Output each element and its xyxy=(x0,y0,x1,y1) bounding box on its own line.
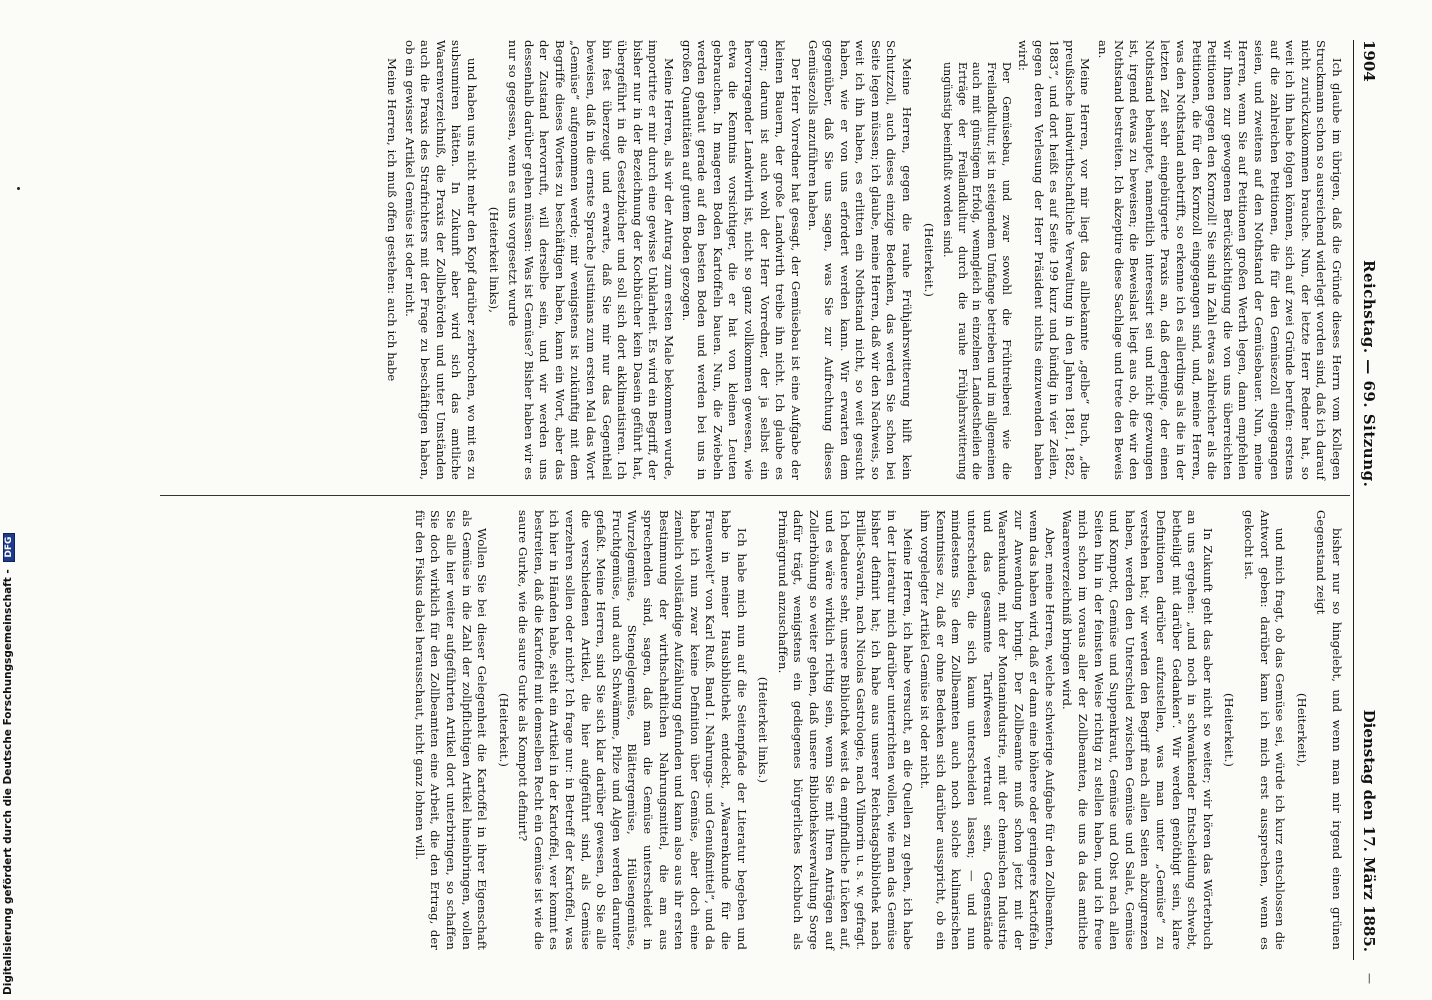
left-para-9: und haben uns nicht mehr den Kopf darüber zerbrochen, wo mit es zu subsumiren hätten. In Zukunft aber wird sich das amtliche Waarenverzeichniß, die Praxis der Zollbehörden und unter Umständen auch die Praxis des Strafrichters mit der Frage zu beschäftigen haben, ob ein gewisser Artikel Gemüse ist oder nicht. xyxy=(402,40,479,480)
left-column xyxy=(381,40,1344,480)
dfg-logo: DFG xyxy=(3,533,15,562)
right-para-9: Ich habe mich nun auf die Seitenpfade der Literatur begeben und habe in meiner Hausbibliothek entdeckt, „Waarenkunde für die Frauenwelt“ von Karl Ruß. Band I. Nahrungs- und Genußmittel“, und da habe ich nun zwar keine Definition über Gemüse, aber doch eine ziemlich vollständige Aufzählung gefunden und kann also aus ihr ersten Bestimmung der wirthschaftlichen Nahrungsmittel, die am aus sprechenden sind, sagen, daß man die Gemüse unterscheidet in Wurzelgemüse, Stengelgemüse, Blättergemüse, Hülsengemüse, Fruchtgemüse, und auch Schwämme, Pilze und Algen werden darunter gefaßt. Meine Herren, sind Sie sich klar darüber gewesen, ob Sie alle die verschiedenen Artikel, die hier aufgeführt sind, als Gemüse verzehren sollen oder nicht? Ich frage nur: in Betreff der Kartoffel, was ich hier in Händen habe, steht ein Artikel in der Kartoffel, wer kommt es bestreiten, daß die Kartoffel mit demselben Recht ein Gemüse ist wie die saure Gurke, wie die saure Gurke als Kompott definirt? xyxy=(516,510,749,950)
running-head xyxy=(1353,40,1382,984)
page-body xyxy=(62,40,1382,984)
left-para-1: Ich glaube im übrigen, daß die Gründe dieses Herrn vom Kollegen Struckmann schon so ausreichend widerlegt worden sind, daß ich darauf nicht zurückzukommen brauche. Nun, der letzte Herr Redner hat, so weit ich ihn habe folgen können, sich auf zwei Gründe berufen: erstens auf die zahlreichen Petitionen, die für den Gemüsezoll eingegangen seien, und zweitens auf den Nothstand der Gemüsebauer. Nun, meine Herren, wenn Sie auf Petitionen großen Werth legen, dann empfehlen wir Ihnen zur gewogenen Berücksichtigung die von uns überreichten Petitionen gegen den Kornzoll! Sie sind in Zahl etwas zahlreicher als die Petitionen, die für den Kornzoll eingegangen sind, und, meine Herren, was den Nothstand anbetrifft, so erkenne ich es allerdings als die in der letzten Zeit sehr eingebürgerte Praxis an, daß derjenige, der einen Nothstand behauptet, namentlich interessirt sei und nicht gezwungen ist, irgend etwas zu beweisen; die Beweislast liegt aus ob, die wir den Nothstand bestreiten. Ich akzeptire diese Sachlage und trete den Beweis an. xyxy=(1096,40,1344,480)
left-interj-8: (Heiterkeit links), xyxy=(486,206,501,314)
left-quote-3: Der Gemüsebau, und zwar sowohl die Frühtreiberei wie die Freilandkultur, ist in steigendem Umfange betrieben und im allgemeinen auch mit günstigem Erfolg, wenngleich in einzelnen Landestheilen die Erträge der Freilandkultur durch die rauhe Frühjahrswitterung ungünstig beeinflußt worden sind. xyxy=(941,62,1013,480)
right-interj-2: (Heiterkeit), xyxy=(1294,692,1309,768)
right-para-7: Meine Herren, ich habe versucht, an die Quellen zu gehen, ich habe in der Literatur mich darüber unterrichten wollen, wie man das Gemüse bisher definirt hat; ich habe aus unserer Reichstagsbibliothek nach Brillat-Savarin, nach Nicolas Gastrologie, nach Vilmorin u. s. w. gefragt. Ich bedauere sehr, unsere Bibliothek weist da empfindliche Lücken auf, und es wäre wirklich richtig sein, wenn Sie mit Ihren Anträgen auf Zollerhöhung so weiter gehen, daß unsere Bibliotheksverwaltung Sorge dafür trägt, wenigstens ein gediegenes bürgerliches Kochbuch als Primärgrund anzuschaffen. xyxy=(775,510,915,950)
right-column xyxy=(409,510,1344,950)
left-interj-4: (Heiterkeit.) xyxy=(921,222,936,298)
digitization-credit-text: Digitalisierung gefördert durch die Deutsche Forschungsgemeinschaft - xyxy=(2,569,14,995)
right-para-6: Aber, meine Herren, welche schwierige Aufgabe für den Zollbeamten, wenn das haben wird, daß er dann eine höhere oder geringere Kartoffeln zur Anwendung bringt. Der Zollbeamte muß schon jetzt mit der Waarenkunde, mit der Montanindustrie, mit der chemischen Industrie und das gesammte Tarifwesen vertraut sein, Gegenstände unterscheiden, die sich kaum unterscheiden lassen; — und nun mindestens Sie dem Zollbeamten auch noch solche kulinarischen Kenntnisse zu, daß er ohne Bedenken sich darüber ausspricht, ob ein ihm vorgelegter Artikel Gemüse ist oder nicht. xyxy=(918,510,1057,950)
left-para-5: Meine Herren, gegen die rauhe Frühjahrswitterung hilft kein Schutzzoll, auch dieses einzige Bedenken, das werden Sie schon bei Seite legen müssen; ich glaube, meine Herren, daß wir den Nachweis, so weit ich ihn haben, es erlitten ein Nothstand nicht, so weit gesucht haben, wie er von uns erfordert werden kann. Wir erwarten dem gegenüber, daß Sie uns sagen, was Sie zur Aufrechtung dieses Gemüsezolls anzuführen haben. xyxy=(806,40,914,480)
corner-mark: — xyxy=(1363,973,1376,984)
right-para-3: und mich fragt, ob das Gemüse sei, würde ich kurz entschlossen die Antwort geben: darüber kann ich mich erst aussprechen, wenn es gekocht ist. xyxy=(1242,510,1288,950)
right-para-1: bisher nur so hingelebt, und wenn man mir irgend einen grünen Gegenstand zeigt xyxy=(1314,510,1344,950)
column-divider xyxy=(160,495,1350,496)
left-para-6: Der Herr Vorredner hat gesagt, der Gemüsebau ist eine Aufgabe der kleinen Bauern, der große Landwirth treibe ihn nicht. Ich glaube es gern; darum ist auch wohl der Herr Vorredner, der ja selbst ein hervorragender Landwirth ist, nicht so ganz vollkommen gewesen, wie etwa die Kenntnis vorsichtiger, die er hat von kleinen Leuten gebrauchen. In mageren Boden Kartoffeln bauen. Nun, die Zwiebeln werden gebaut gerade auf den besten Boden und werden bei uns in großen Quantitäten auf gutem Boden gezogen. xyxy=(679,40,803,480)
left-para-7: Meine Herren, als wir der Antrag zum ersten Male bekommen wurde, importirte er mir durch eine gewisse Unklarheit. Es wird ein Begriff, der bisher nur in der Bezeichnung der Kochbücher kein Dasein geführt hat, übergeführt in die Gesetzbücher und soll sich dort akklimatisiren. Ich bin fest überzeugt und erwarte, daß Sie mir nur das Gegentheil beweisen, daß in die ernste Sprache Justinians zum ersten Mal das Wort „Gemüse“ aufgenommen werde; mir wenigstens ist zukünftig mit dem Begriffe dieses Wortes zu beschäftigen haben, kann ein Wort, aber das der Zustand hervorruft, will derselbe sein, und wir werden uns dessenhalb darüber gehen müssen: Was ist Gemüse? Bisher haben wir es nur so gegessen, wenn es uns vorgesetzt wurde xyxy=(506,40,677,480)
right-interj-10: (Heiterkeit.) xyxy=(496,692,511,768)
page-number: 1904 xyxy=(1360,40,1378,82)
right-para-5: In Zukunft geht das aber nicht so weiter; wir hören das Wörterbuch an uns ergehen: „und noch in schwankender Entscheidung schwebt, betheiligt mit darüber Gedanken“. Wir werden genöthigt sein, klare Definitionen darüber aufzustellen, was man unter „Gemüse“ zu verstehen hat; wir werden den Begriff nach allen Seiten abzugrenzen haben, werden den Unterschied zwischen Gemüse und Salat, Gemüse und Kompott, Gemüse und Suppenkraut, Gemüse und Obst nach allen Seiten hin in der feinsten Weise richtig zu stellen haben, und ich freue mich schon im voraus aller der Zollbeamten, die uns da das amtliche Waarenverzeichniß bringen wird. xyxy=(1060,510,1215,950)
left-para-10: Meine Herren, ich muß offen gestehen: auch ich habe xyxy=(384,58,399,382)
session-title: Reichstag. — 69. Sitzung. xyxy=(1360,260,1378,488)
right-interj-4: (Heiterkeit.) xyxy=(1222,692,1237,768)
session-date: Dienstag den 17. März 1885. xyxy=(1360,709,1378,952)
right-interj-8: (Heiterkeit links.) xyxy=(756,676,771,784)
right-para-11: Wollen Sie bei dieser Gelegenheit die Kartoffel in ihrer Eigenschaft als Gemüse in die Zahl der zollpflichtigen Artikel hineinbringen, wollen Sie alle hier weiter aufgeführten Artikel dort unterbringen, so schaffen Sie doch wirklich für den Zollbeamten eine Arbeit, die den Ertrag, der für den Fiskus dabei herausschaut, nicht ganz lohnen will. xyxy=(412,510,490,950)
left-para-2: Meine Herren, vor mir liegt das allbekannte „gelbe“ Buch, „die preußische landwirthschaftliche Verwaltung in den Jahren 1881, 1882, 1883“, und dort heißt es auf Seite 199 kurz und bündig in vier Zeilen, gegen deren Verlesung der Herr Präsident nichts einzuwenden haben wird: xyxy=(1016,40,1093,480)
